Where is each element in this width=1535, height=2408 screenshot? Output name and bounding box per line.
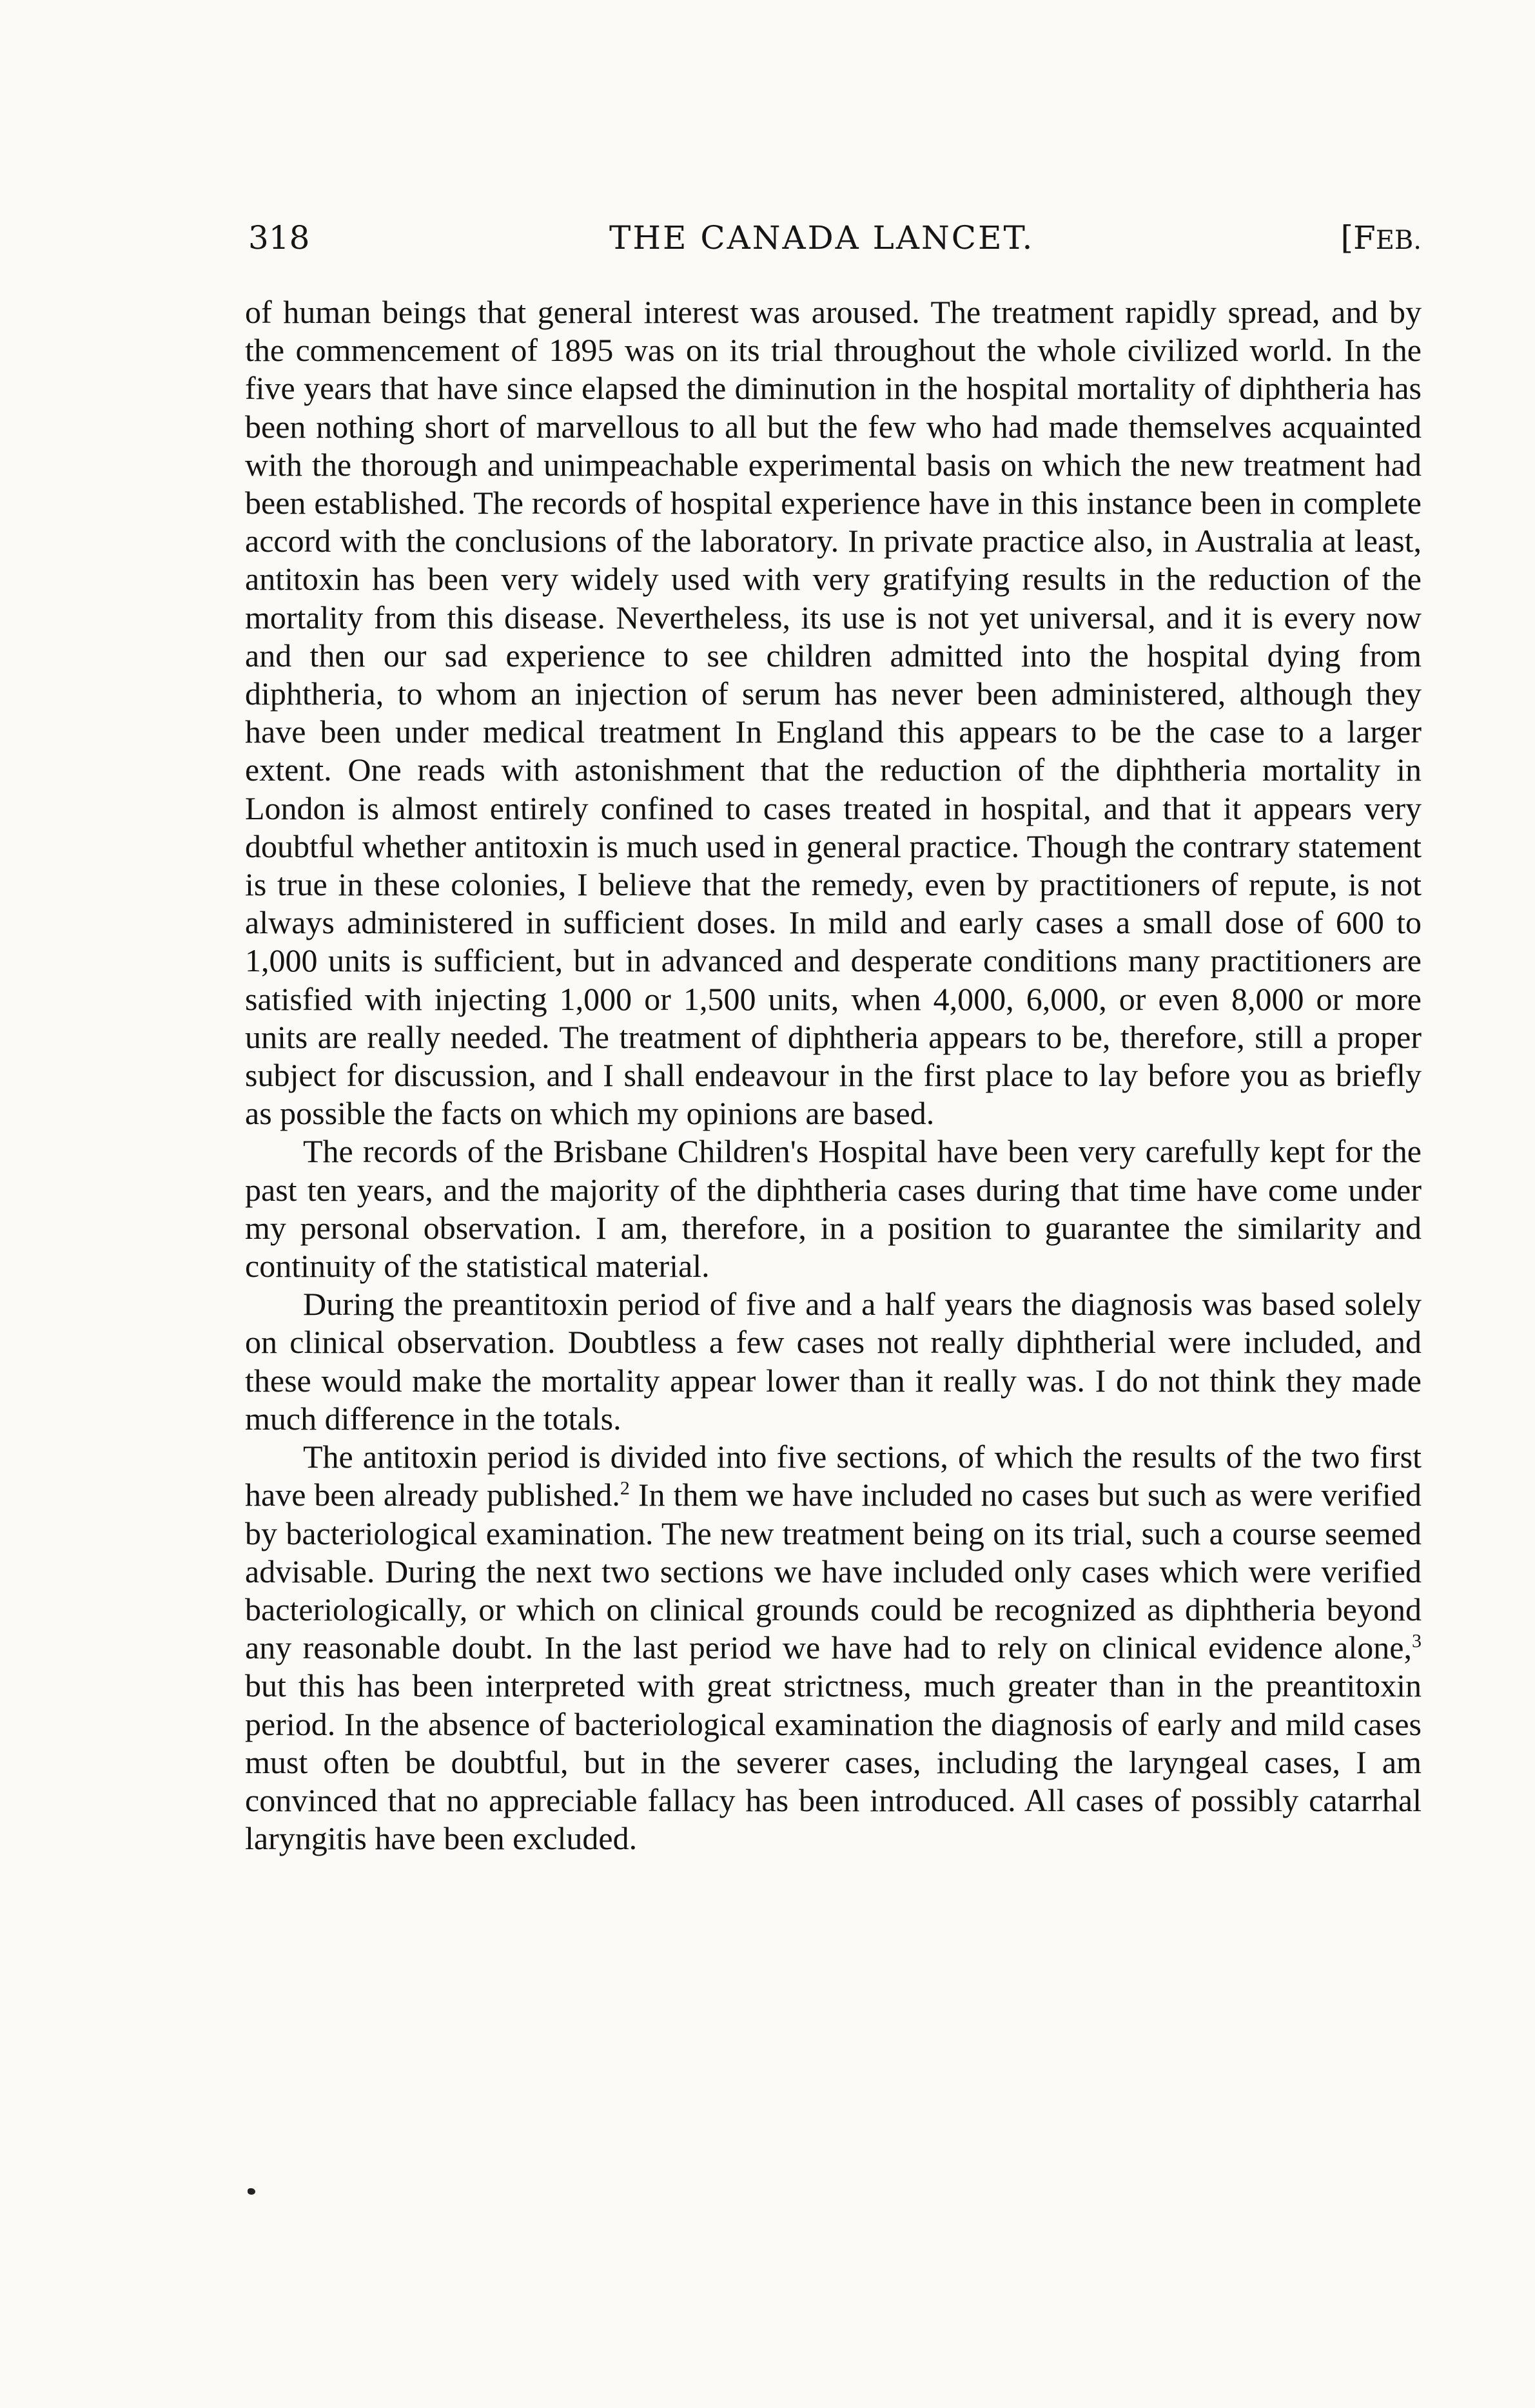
ink-blot-mark (248, 2188, 255, 2195)
issue-month (1340, 219, 1422, 257)
footnote-ref-2: 2 (620, 1477, 630, 1499)
running-head (248, 219, 1422, 264)
paragraph-4-part-3: but this has been interpreted with great strictness, much greater than in the preantitoxin period. In the absence of bacteriological examination the diagnosis of early and mild cases must often be doubtful, but in the severer cases, including the laryngeal cases, I am convinced that no appreciable fallacy has been introduced. All cases of possibly catarrhal laryngitis have been excluded. (245, 1667, 1422, 1857)
journal-title: THE CANADA LANCET. (609, 219, 1035, 257)
paragraph-2: The records of the Brisbane Children's Hospital have been very carefully kept for the past ten years, and the majority of the diphtheria cases during that time have come under my personal observation. I am, therefore, in a position to guarantee the similarity and continuity of the statistical material. (245, 1133, 1422, 1285)
page-number: 318 (248, 219, 310, 257)
paragraph-3: During the preantitoxin period of five and a half years the diagnosis was based solely on clinical observation. Doubtless a few cases not really diphtherial were included, and these would make the mortality appear lower than it really was. I do not think they made much difference in the totals. (245, 1286, 1422, 1437)
article-body (245, 293, 1422, 1858)
footnote-ref-3: 3 (1412, 1630, 1422, 1652)
paragraph-4-part-2: In them we have included no cases but such as were verified by bacteriological examination. The new treatment being on its trial, such a course seemed advisable. During the next two sections we have included only cases which were verified bacteriologically, or which on clinical grounds could be recognized as diphtheria beyond any reasonable doubt. In the last period we have had to rely on clinical evidence alone, (245, 1477, 1422, 1666)
issue-month-rest: EB. (1375, 226, 1422, 255)
paragraph-4-part-1: The antitoxin period is divided into five sections, of which the results of the two first have been already published. (245, 1439, 1422, 1513)
issue-month-open: [F (1340, 219, 1376, 257)
paragraph-4 (245, 1438, 1422, 1858)
paragraph-1: of human beings that general interest was aroused. The treatment rapidly spread, and by the commencement of 1895 was on its trial throughout the whole civilized world. In the five years that have since elapsed the diminution in the hospital mortality of diphtheria has been nothing short of marvellous to all but the few who had made themselves acquainted with the thorough and unimpeachable experimental basis on which the new treatment had been established. The records of hospital experience have in this instance been in complete accord with the conclusions of the laboratory. In private practice also, in Australia at least, antitoxin has been very widely used with very gratifying results in the reduction of the mortality from this disease. Nevertheless, its use is not yet universal, and it is every now and then our sad experience to see children admitted into the hospital dying from diphtheria, to whom an injection of serum has never been administered, although they have been under medical treatment In England this appears to be the case to a larger extent. One reads with astonishment that the reduction of the diphtheria mortality in London is almost entirely confined to cases treated in hospital, and that it appears very doubtful whether antitoxin is much used in general practice. Though the contrary statement is true in these colonies, I believe that the remedy, even by practitioners of repute, is not always administered in sufficient doses. In mild and early cases a small dose of 600 to 1,000 units is sufficient, but in advanced and desperate conditions many practitioners are satisfied with injecting 1,000 or 1,500 units, when 4,000, 6,000, or even 8,000 or more units are really needed. The treatment of diphtheria appears to be, therefore, still a proper subject for discussion, and I shall endeavour in the first place to lay before you as briefly as possible the facts on which my opinions are based. (245, 294, 1422, 1132)
